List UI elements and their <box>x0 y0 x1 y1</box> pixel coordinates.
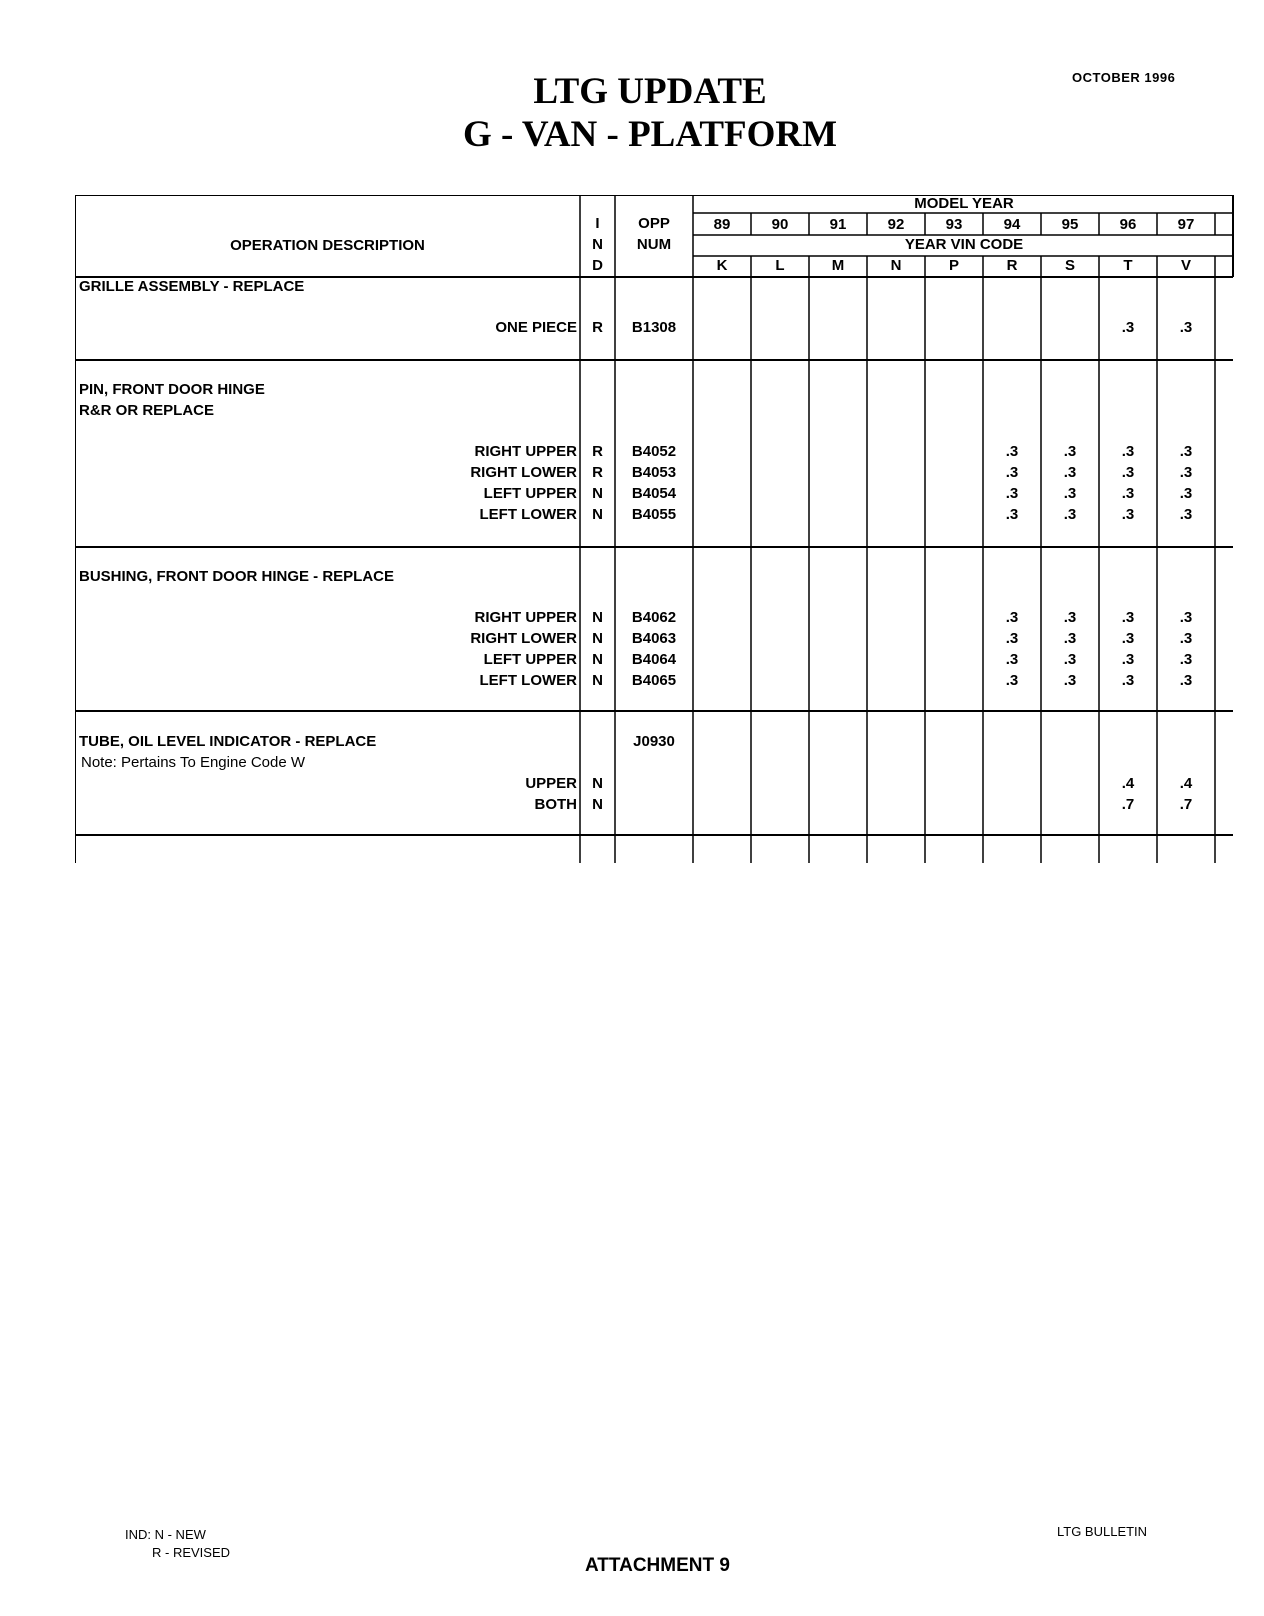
labor-time-table <box>75 195 1235 863</box>
section-title: GRILLE ASSEMBLY - REPLACE <box>79 278 305 295</box>
labor-time-value: .3 <box>1179 443 1193 460</box>
footer-legend-new: IND: N - NEW <box>125 1527 206 1542</box>
labor-time-value: .4 <box>1121 775 1135 792</box>
labor-time-value: .3 <box>1005 630 1019 647</box>
row-ind-code: R <box>592 443 603 460</box>
row-opp-num: B4064 <box>631 651 677 668</box>
row-ind-code: N <box>592 506 603 523</box>
row-ind-code: N <box>592 630 603 647</box>
section-note: Note: Pertains To Engine Code W <box>81 754 306 771</box>
labor-time-value: .3 <box>1063 651 1077 668</box>
section-title: TUBE, OIL LEVEL INDICATOR - REPLACE <box>79 733 377 750</box>
bulletin-label: LTG BULLETIN <box>1057 1524 1148 1539</box>
labor-time-value: .3 <box>1121 672 1135 689</box>
year-header-93: 93 <box>945 216 963 233</box>
vin-code-P: P <box>948 257 959 274</box>
row-description: RIGHT LOWER <box>470 630 577 647</box>
vin-code-S: S <box>1064 257 1075 274</box>
labor-time-value: .3 <box>1179 630 1193 647</box>
year-header-96: 96 <box>1119 216 1137 233</box>
row-ind-code: N <box>592 775 603 792</box>
opp-num-header: NUM <box>636 236 672 253</box>
row-ind-code: N <box>592 609 603 626</box>
labor-time-value: .3 <box>1005 485 1019 502</box>
labor-time-value: .3 <box>1063 672 1077 689</box>
labor-time-value: .3 <box>1179 485 1193 502</box>
year-header-95: 95 <box>1061 216 1079 233</box>
labor-time-value: .4 <box>1179 775 1193 792</box>
vin-code-T: T <box>1123 257 1133 274</box>
row-ind-code: N <box>592 485 603 502</box>
labor-time-value: .3 <box>1121 319 1135 336</box>
labor-time-value: .3 <box>1063 609 1077 626</box>
row-description: RIGHT UPPER <box>474 609 577 626</box>
labor-time-value: .3 <box>1005 609 1019 626</box>
labor-time-value: .3 <box>1005 672 1019 689</box>
section-opp-num: J0930 <box>633 733 675 750</box>
date-label: OCTOBER 1996 <box>1072 70 1176 85</box>
row-ind-code: N <box>592 672 603 689</box>
labor-time-value: .3 <box>1005 651 1019 668</box>
row-description: LEFT UPPER <box>483 485 577 502</box>
year-header-92: 92 <box>887 216 905 233</box>
vin-code-M: M <box>831 257 845 274</box>
labor-time-value: .7 <box>1179 796 1193 813</box>
operation-description-header: OPERATION DESCRIPTION <box>230 237 425 254</box>
labor-time-value: .3 <box>1179 464 1193 481</box>
vin-code-N: N <box>890 257 902 274</box>
labor-time-value: .3 <box>1179 672 1193 689</box>
row-opp-num: B1308 <box>631 319 677 336</box>
page-subtitle: G - VAN - PLATFORM <box>462 114 838 155</box>
ind-header-letter: D <box>592 257 603 274</box>
row-description: LEFT LOWER <box>479 672 577 689</box>
vin-code-K: K <box>716 257 728 274</box>
labor-time-value: .3 <box>1005 506 1019 523</box>
labor-time-value: .3 <box>1121 485 1135 502</box>
labor-time-value: .3 <box>1063 485 1077 502</box>
vin-code-R: R <box>1006 257 1018 274</box>
year-header-97: 97 <box>1177 216 1195 233</box>
vin-code-header: YEAR VIN CODE <box>904 236 1024 253</box>
vin-code-L: L <box>775 257 785 274</box>
section-title: BUSHING, FRONT DOOR HINGE - REPLACE <box>79 568 395 585</box>
row-description: RIGHT LOWER <box>470 464 577 481</box>
row-ind-code: R <box>592 464 603 481</box>
section-title: PIN, FRONT DOOR HINGE <box>79 381 265 398</box>
row-opp-num: B4063 <box>631 630 677 647</box>
labor-time-value: .3 <box>1121 609 1135 626</box>
year-header-89: 89 <box>713 216 731 233</box>
footer-legend-revised: R - REVISED <box>152 1545 231 1560</box>
ind-header-letter: I <box>595 215 600 232</box>
row-description: BOTH <box>534 796 577 813</box>
opp-num-header: OPP <box>638 215 670 232</box>
attachment-label: ATTACHMENT 9 <box>585 1555 730 1576</box>
row-opp-num: B4054 <box>631 485 677 502</box>
row-ind-code: N <box>592 651 603 668</box>
labor-time-value: .3 <box>1063 464 1077 481</box>
row-opp-num: B4055 <box>631 506 677 523</box>
labor-time-value: .3 <box>1121 506 1135 523</box>
row-description: ONE PIECE <box>495 319 577 336</box>
labor-time-value: .7 <box>1121 796 1135 813</box>
labor-time-value: .3 <box>1063 630 1077 647</box>
model-year-header: MODEL YEAR <box>914 195 1014 212</box>
labor-time-value: .3 <box>1179 609 1193 626</box>
row-description: LEFT LOWER <box>479 506 577 523</box>
page-title: LTG UPDATE <box>533 71 767 112</box>
row-opp-num: B4062 <box>631 609 677 626</box>
labor-time-value: .3 <box>1005 443 1019 460</box>
row-opp-num: B4065 <box>631 672 677 689</box>
labor-time-value: .3 <box>1121 464 1135 481</box>
row-opp-num: B4052 <box>631 443 677 460</box>
year-header-90: 90 <box>771 216 789 233</box>
row-description: UPPER <box>525 775 577 792</box>
year-header-91: 91 <box>829 216 847 233</box>
labor-time-value: .3 <box>1121 630 1135 647</box>
labor-time-value: .3 <box>1121 443 1135 460</box>
row-description: RIGHT UPPER <box>474 443 577 460</box>
labor-time-value: .3 <box>1121 651 1135 668</box>
labor-time-value: .3 <box>1005 464 1019 481</box>
labor-time-value: .3 <box>1179 506 1193 523</box>
row-ind-code: N <box>592 796 603 813</box>
ind-header-letter: N <box>592 236 603 253</box>
vin-code-V: V <box>1180 257 1191 274</box>
section-title: R&R OR REPLACE <box>79 402 215 419</box>
labor-time-value: .3 <box>1063 506 1077 523</box>
labor-time-value: .3 <box>1063 443 1077 460</box>
year-header-94: 94 <box>1003 216 1021 233</box>
row-description: LEFT UPPER <box>483 651 577 668</box>
labor-time-value: .3 <box>1179 319 1193 336</box>
labor-time-value: .3 <box>1179 651 1193 668</box>
row-opp-num: B4053 <box>631 464 677 481</box>
row-ind-code: R <box>592 319 603 336</box>
